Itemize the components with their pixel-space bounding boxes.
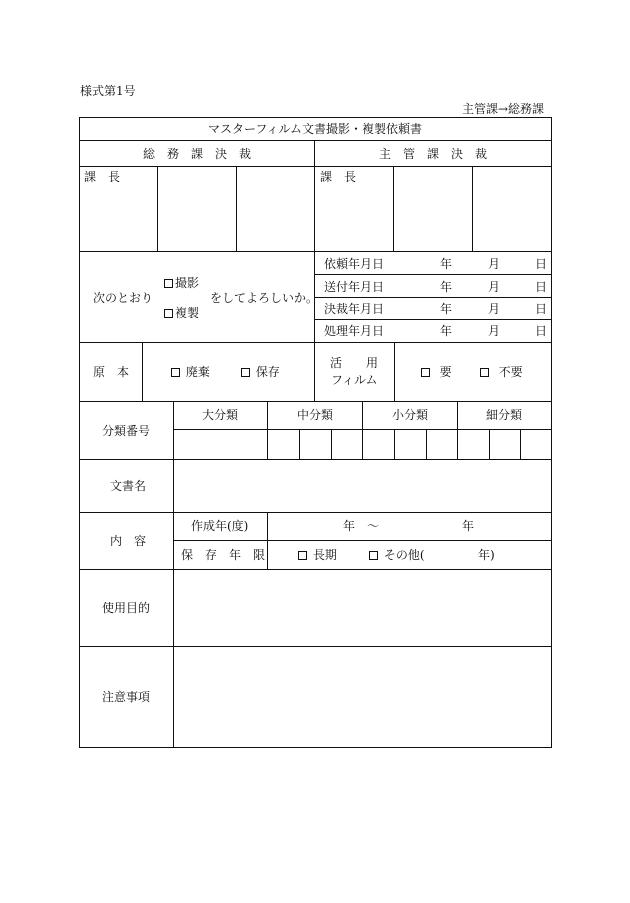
film-label-line1: 活 用 (330, 356, 379, 370)
date-year: 年 (440, 257, 453, 271)
photo-option-label: 撮影 (175, 276, 200, 290)
photo-checkbox[interactable] (164, 279, 173, 288)
film-label-line2: フィルム (331, 373, 378, 387)
keep-option[interactable] (241, 366, 280, 378)
document-name-label: 文書名 (110, 479, 147, 493)
noneed-checkbox[interactable] (480, 368, 489, 377)
keep-option-label: 保存 (255, 365, 280, 379)
date-year: 年 (440, 324, 453, 338)
date-day: 日 (535, 302, 548, 316)
class-header-fine: 細分類 (485, 408, 523, 422)
copy-option[interactable] (164, 307, 199, 319)
soumu-stamp-cell-3[interactable] (237, 167, 314, 251)
date-day: 日 (535, 280, 548, 294)
keep-checkbox[interactable] (241, 368, 250, 377)
discard-option[interactable] (171, 366, 210, 378)
date-month: 月 (488, 324, 501, 338)
need-checkbox[interactable] (421, 368, 430, 377)
date-label: 処理年月日 (324, 324, 385, 338)
date-day: 日 (535, 257, 548, 271)
shukan-stamp-cell-2[interactable] (394, 167, 472, 251)
date-year: 年 (440, 302, 453, 316)
shukan-approval-heading: 主 管 課 決 裁 (378, 147, 488, 161)
date-month: 月 (488, 302, 501, 316)
date-label: 決裁年月日 (324, 302, 385, 316)
kachou-label-right: 課 長 (320, 170, 357, 184)
date-month: 月 (488, 257, 501, 271)
class-code-medium-input[interactable] (268, 430, 362, 459)
kachou-label-left: 課 長 (84, 170, 121, 184)
noneed-option-label: 不要 (498, 365, 523, 379)
original-label: 原 本 (93, 365, 130, 379)
request-suffix: をしてよろしいか。 (210, 291, 319, 305)
other-term-option[interactable] (369, 549, 425, 561)
created-year-from: 年 ～ (343, 519, 380, 533)
notes-label: 注意事項 (102, 690, 151, 704)
need-option[interactable] (421, 366, 452, 378)
class-code-fine-input[interactable] (458, 430, 551, 459)
noneed-option[interactable] (480, 366, 523, 378)
content-label: 内 容 (110, 534, 147, 548)
long-term-option[interactable] (298, 549, 337, 561)
discard-checkbox[interactable] (171, 368, 180, 377)
class-header-small: 小分類 (391, 408, 429, 422)
date-month: 月 (488, 280, 501, 294)
created-year-label: 作成年(度) (191, 519, 249, 533)
form-title: マスターフィルム文書撮影・複製依頼書 (208, 122, 422, 136)
class-code-small-input[interactable] (363, 430, 457, 459)
other-term-unit: 年) (478, 548, 495, 562)
date-day: 日 (535, 324, 548, 338)
copy-checkbox[interactable] (164, 309, 173, 318)
soumu-stamp-cell-2[interactable] (158, 167, 236, 251)
notes-input[interactable] (174, 647, 551, 747)
created-year-to: 年 (462, 519, 475, 533)
request-prefix: 次のとおり (93, 291, 154, 305)
date-label: 送付年月日 (324, 280, 385, 294)
retention-label: 保 存 年 限 (181, 548, 266, 562)
class-code-large-input[interactable] (174, 430, 267, 459)
class-header-large: 大分類 (201, 408, 239, 422)
long-term-label: 長期 (312, 548, 337, 562)
copy-option-label: 複製 (175, 306, 200, 320)
purpose-input[interactable] (174, 570, 551, 646)
classification-label: 分類番号 (102, 424, 151, 438)
routing-label: 主管課→総務課 (462, 102, 545, 116)
shukan-stamp-cell-3[interactable] (473, 167, 551, 251)
class-header-medium: 中分類 (296, 408, 334, 422)
photo-option[interactable] (164, 277, 199, 289)
discard-option-label: 廃棄 (185, 365, 210, 379)
need-option-label: 要 (439, 365, 452, 379)
long-term-checkbox[interactable] (298, 551, 307, 560)
date-label: 依頼年月日 (324, 257, 385, 271)
date-year: 年 (440, 280, 453, 294)
document-name-input[interactable] (174, 460, 551, 512)
other-term-label: その他( (383, 548, 425, 562)
form-number: 様式第1号 (80, 84, 136, 98)
other-term-checkbox[interactable] (369, 551, 378, 560)
soumu-approval-heading: 総 務 課 決 裁 (142, 147, 252, 161)
purpose-label: 使用目的 (102, 601, 151, 615)
